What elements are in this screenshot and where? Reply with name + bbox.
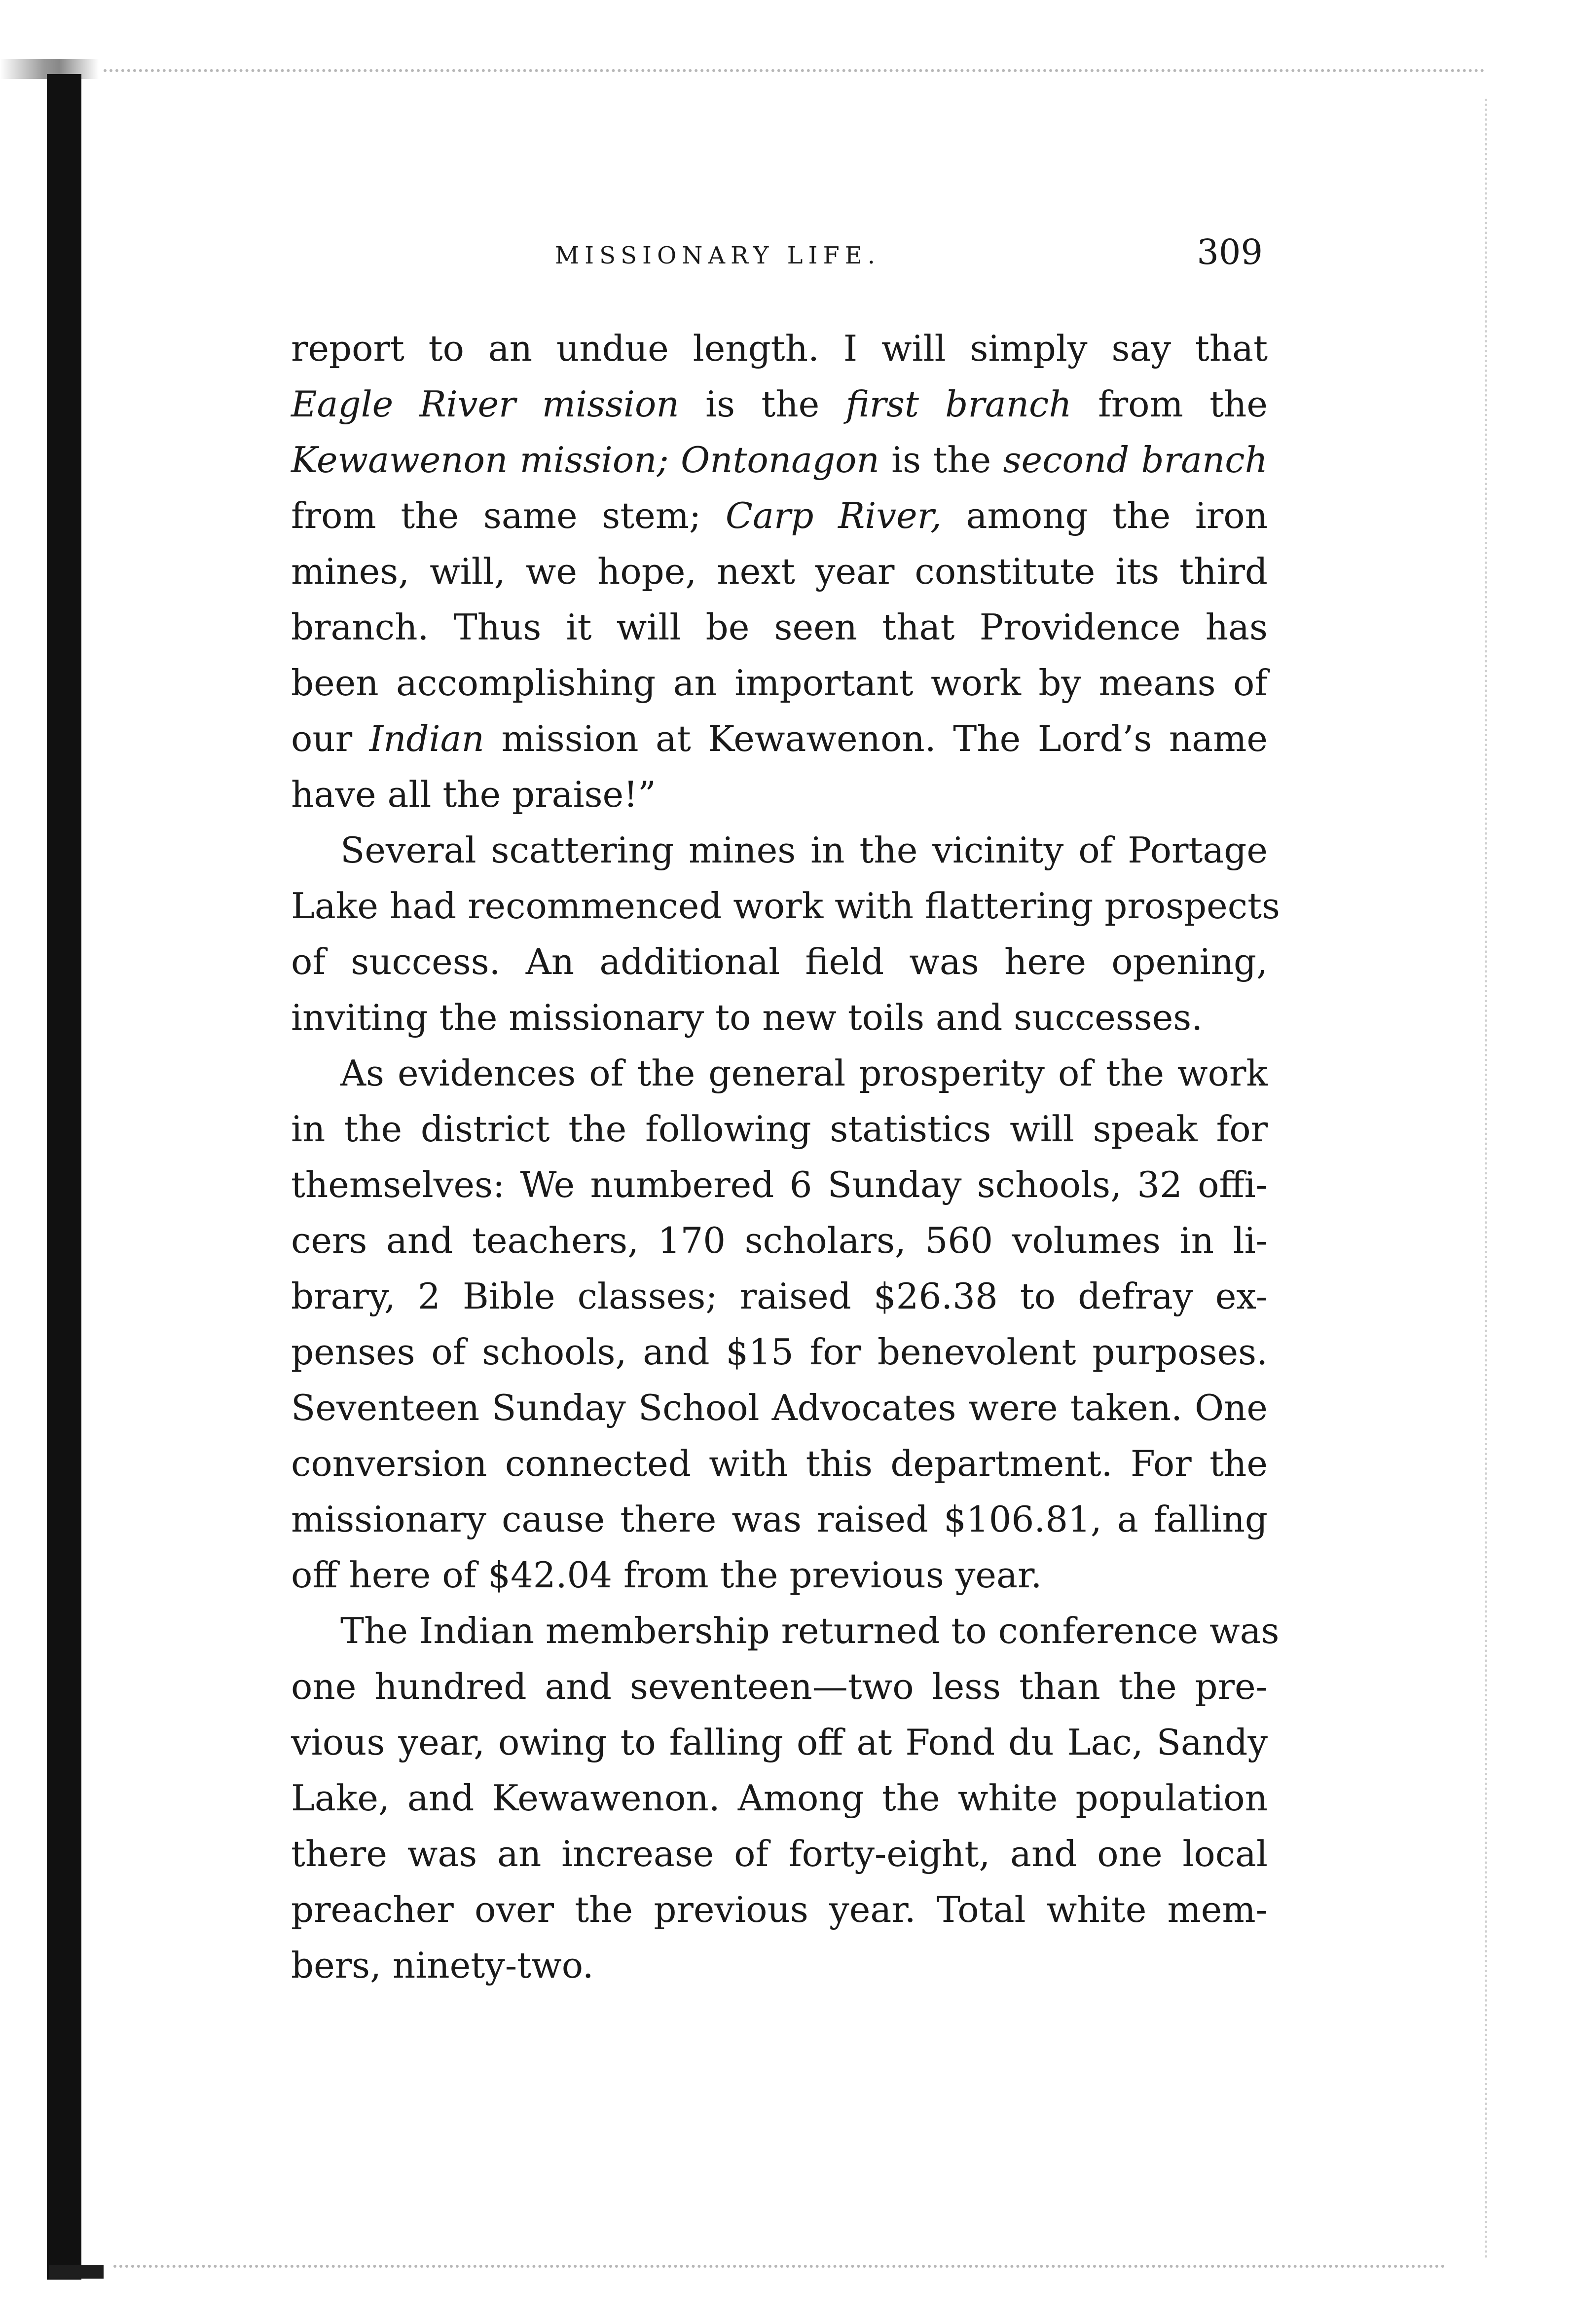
text-line bbox=[291, 1938, 1268, 1993]
running-head bbox=[286, 232, 1263, 291]
text-line bbox=[291, 1269, 1268, 1324]
text-run: preacher over the previous year. Total white mem- bbox=[291, 1889, 1268, 1930]
text-line bbox=[291, 376, 1268, 432]
text-line bbox=[291, 488, 1268, 544]
text-line bbox=[291, 600, 1268, 655]
text-run: our bbox=[291, 718, 369, 759]
text-line bbox=[291, 1324, 1268, 1380]
text-line bbox=[291, 1882, 1268, 1938]
body-text bbox=[291, 321, 1280, 1993]
text-run: one hundred and seventeen—two less than the pre- bbox=[291, 1666, 1268, 1707]
text-run: off here of $42.04 from the previous year. bbox=[291, 1554, 1042, 1596]
text-run: have all the praise!” bbox=[291, 774, 656, 815]
text-line bbox=[291, 1101, 1268, 1157]
text-line bbox=[291, 934, 1268, 990]
text-run: from the same stem; bbox=[291, 495, 726, 536]
text-run: cers and teachers, 170 scholars, 560 volumes in li- bbox=[291, 1220, 1268, 1261]
scan-artifact-right bbox=[1485, 99, 1490, 2260]
paragraph bbox=[291, 1046, 1268, 1603]
text-line bbox=[291, 711, 1268, 767]
text-line bbox=[291, 432, 1268, 488]
text-run: of success. An additional field was here opening, bbox=[291, 941, 1268, 982]
text-run: is the bbox=[679, 383, 846, 425]
text-line bbox=[291, 655, 1268, 711]
italic-text: Carp River, bbox=[725, 495, 942, 536]
text-run: brary, 2 Bible classes; raised $26.38 to defray ex- bbox=[291, 1275, 1268, 1317]
italic-text: first branch bbox=[845, 383, 1072, 425]
text-run: report to an undue length. I will simply say that bbox=[291, 328, 1268, 369]
page-number: 309 bbox=[1197, 232, 1263, 272]
text-run: in the district the following statistics will speak for bbox=[291, 1108, 1268, 1150]
text-run: inviting the missionary to new toils and successes. bbox=[291, 997, 1203, 1038]
text-line bbox=[291, 1380, 1268, 1436]
text-line bbox=[291, 544, 1268, 600]
text-line bbox=[291, 1826, 1268, 1882]
italic-text: second branch bbox=[1003, 439, 1268, 481]
text-run: Seventeen Sunday School Advocates were taken. One bbox=[291, 1387, 1268, 1428]
scan-artifact-bottom bbox=[113, 2265, 1445, 2271]
italic-text: Indian bbox=[369, 718, 484, 759]
text-line bbox=[291, 1046, 1268, 1101]
text-line bbox=[291, 1659, 1268, 1715]
text-run: bers, ninety-two. bbox=[291, 1945, 594, 1986]
text-run: Lake had recommenced work with flattering prospects bbox=[291, 885, 1280, 927]
scan-artifact-top bbox=[104, 69, 1485, 75]
binding-edge bbox=[47, 74, 81, 2280]
text-line bbox=[291, 1492, 1268, 1547]
text-line bbox=[291, 1603, 1280, 1659]
text-line bbox=[291, 767, 1268, 823]
binding-edge-bottom-shadow bbox=[49, 2265, 104, 2279]
text-run: themselves: We numbered 6 Sunday schools, 32 offi- bbox=[291, 1164, 1268, 1205]
text-line bbox=[291, 823, 1268, 878]
paragraph bbox=[291, 1603, 1280, 1993]
text-run: from the bbox=[1071, 383, 1268, 425]
text-run: As evidences of the general prosperity of the work bbox=[340, 1052, 1268, 1094]
text-run: mission at Kewawenon. The Lord’s name bbox=[484, 718, 1268, 759]
text-line bbox=[291, 1547, 1268, 1603]
text-run: conversion connected with this department. For the bbox=[291, 1443, 1268, 1484]
text-line bbox=[291, 1436, 1268, 1492]
text-run: Lake, and Kewawenon. Among the white population bbox=[291, 1777, 1268, 1819]
italic-text: Kewawenon mission; Ontonagon bbox=[291, 439, 879, 481]
text-run: The Indian membership returned to conference was bbox=[340, 1610, 1280, 1651]
text-line bbox=[291, 321, 1268, 376]
text-run: Several scattering mines in the vicinity of Portage bbox=[340, 829, 1268, 871]
text-run: penses of schools, and $15 for benevolent purposes. bbox=[291, 1331, 1268, 1373]
italic-text: Eagle River mission bbox=[291, 383, 679, 425]
text-run: vious year, owing to falling off at Fond du Lac, Sandy bbox=[291, 1722, 1268, 1763]
text-run: missionary cause there was raised $106.81, a falling bbox=[291, 1499, 1268, 1540]
text-run: been accomplishing an important work by means of bbox=[291, 662, 1268, 704]
text-run: is the bbox=[879, 439, 1003, 481]
text-line bbox=[291, 1770, 1268, 1826]
text-line bbox=[291, 1715, 1268, 1770]
text-run: there was an increase of forty-eight, and one local bbox=[291, 1833, 1268, 1874]
text-run: among the iron bbox=[942, 495, 1268, 536]
text-run: branch. Thus it will be seen that Providence has bbox=[291, 606, 1268, 648]
text-line bbox=[291, 1157, 1268, 1213]
text-line bbox=[291, 1213, 1268, 1269]
text-line bbox=[291, 878, 1280, 934]
paragraph bbox=[291, 823, 1280, 1046]
text-run: mines, will, we hope, next year constitute its third bbox=[291, 551, 1268, 592]
running-title: MISSIONARY LIFE. bbox=[555, 242, 881, 269]
paragraph bbox=[291, 321, 1268, 823]
text-line bbox=[291, 990, 1268, 1046]
